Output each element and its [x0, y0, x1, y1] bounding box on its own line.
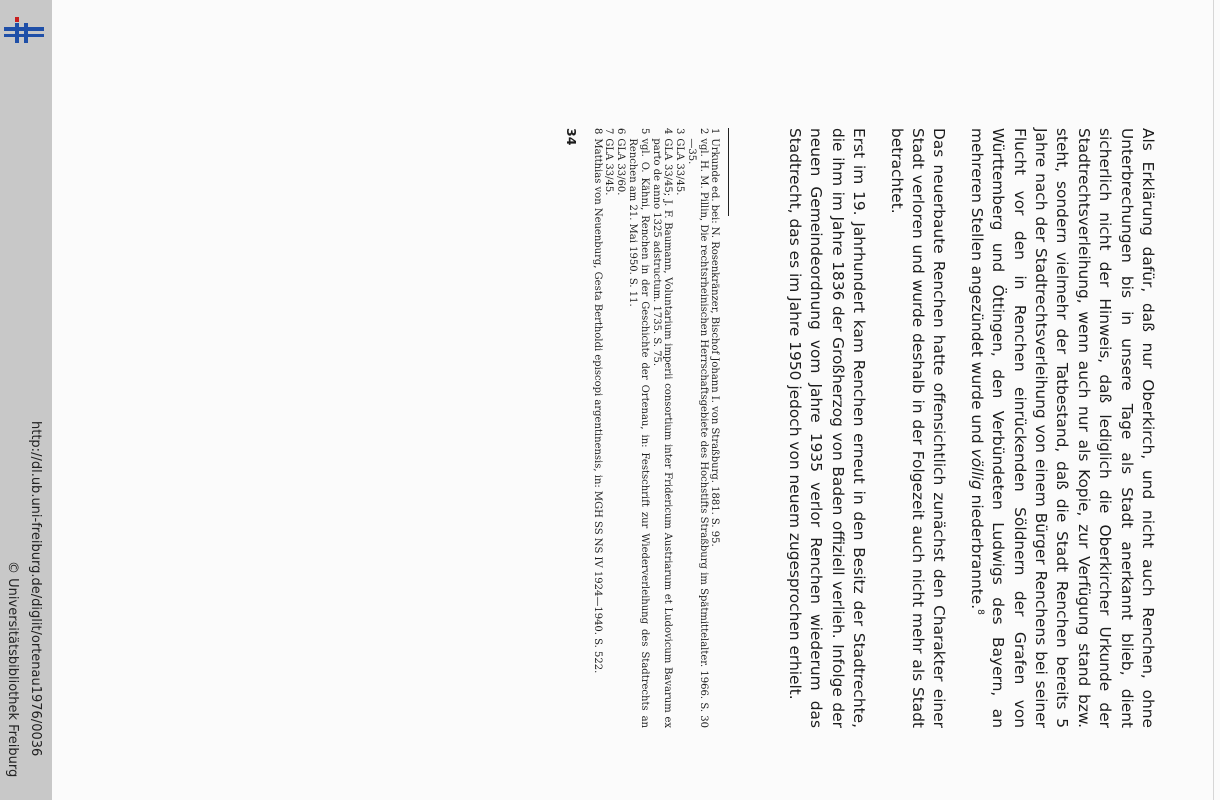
footnote-ref: 8 [974, 609, 985, 615]
footnote: 8 Matthias von Neuenburg, Gesta Bertholdi episcopi argentinensis, in: MGH SS NS IV 1924—1940. S. 522. [591, 128, 603, 674]
paragraph-2: Das neuerbaute Renchen hatte offensichtlich zunächst den Charakter einer Stadt verloren und wurde deshalb in der Folgezeit auch nicht mehr als Stadt betrachtet. [887, 128, 949, 728]
scanned-page [52, 0, 1220, 800]
paragraph-3: Erst im 19. Jahrhundert kam Renchen erneut in den Besitz der Stadtrechte, die ihm im Jahre 1836 der Großherzog von Baden offiziell verlieh. Infolge der neuen Gemeindeordnung vom Jahre 1935 verlor Renchen wiederum das Stadtrecht, das es im Jahre 1950 jedoch von neuem zugesprochen erhielt. [785, 128, 869, 728]
footnote: 1 Urkunde ed. bei: N. Rosenkränzer, Bischof Johann I. von Straßburg. 1881. S. 95. [709, 128, 721, 547]
source-url[interactable]: http://dl.ub.uni-freiburg.de/diglit/ortenau1976/0036 [28, 421, 43, 757]
footnote: 2 vgl. H. M. Pillin, Die rechtsrheinischen Herrschaftsgebiete des Hochstifts Straßburg im Spätmittelalter. 1966. S. 30—35. [685, 128, 709, 728]
footnote: 3 GLA 33/45. [674, 128, 686, 196]
footnote-divider [729, 128, 730, 216]
paragraph-1: Als Erklärung dafür, daß nur Oberkirch, und nicht auch Renchen, ohne Unterbrechungen bis in unsere Tage als Stadt anerkannt blieb, dient sicherlich nicht der Hinweis, daß lediglich die Oberkircher Urkunde der Stadtrechtsverleihung, wenn auch nur als Kopie, zur Verfügung stand bzw. steht, sondern vielmehr der Tatbestand, daß die Stadt Renchen bereits 5 Jahre nach der Stadtrechtsverleihung von einem Bürger Renchens bei seiner Flucht vor den in Renchen einrückenden Söldnern der Grafen von Württemberg und Öttingen, den Verbündeten Ludwigs des Bayern, an mehreren Stellen angezündet wurde und völlig niederbrannte.$^8$ [967, 128, 1157, 728]
footnotes [591, 128, 721, 728]
footnote: 6 GLA 33/60. [615, 128, 627, 196]
footnote: 5 vgl. O. Kähni, Renchen in der Geschichte der Ortenau, in: Festschrift zur Wiederverleihung des Stadtrechts an Renchen am 21. Mai 1950. S. 11. [626, 128, 650, 728]
footnote: 7 GLA 33/45. [603, 128, 615, 196]
footnote: 4 GLA 33/45; J. F. Baumann, Voluntarium imperii consortium inter Fridericum Austriarum et Ludovicum Bavarum ex parto de anno 1325 adstructum. 1735. S. 75. [650, 128, 674, 728]
page-edge [1213, 0, 1214, 800]
page-content [564, 128, 1158, 728]
emphasis-text: völlig [967, 448, 986, 490]
body-text [784, 128, 1159, 728]
viewer-sidebar [0, 0, 52, 800]
page-number: 34 [563, 128, 579, 146]
ub-freiburg-logo-icon [2, 8, 46, 52]
copyright-notice: © Universitätsbibliothek Freiburg [5, 561, 20, 778]
